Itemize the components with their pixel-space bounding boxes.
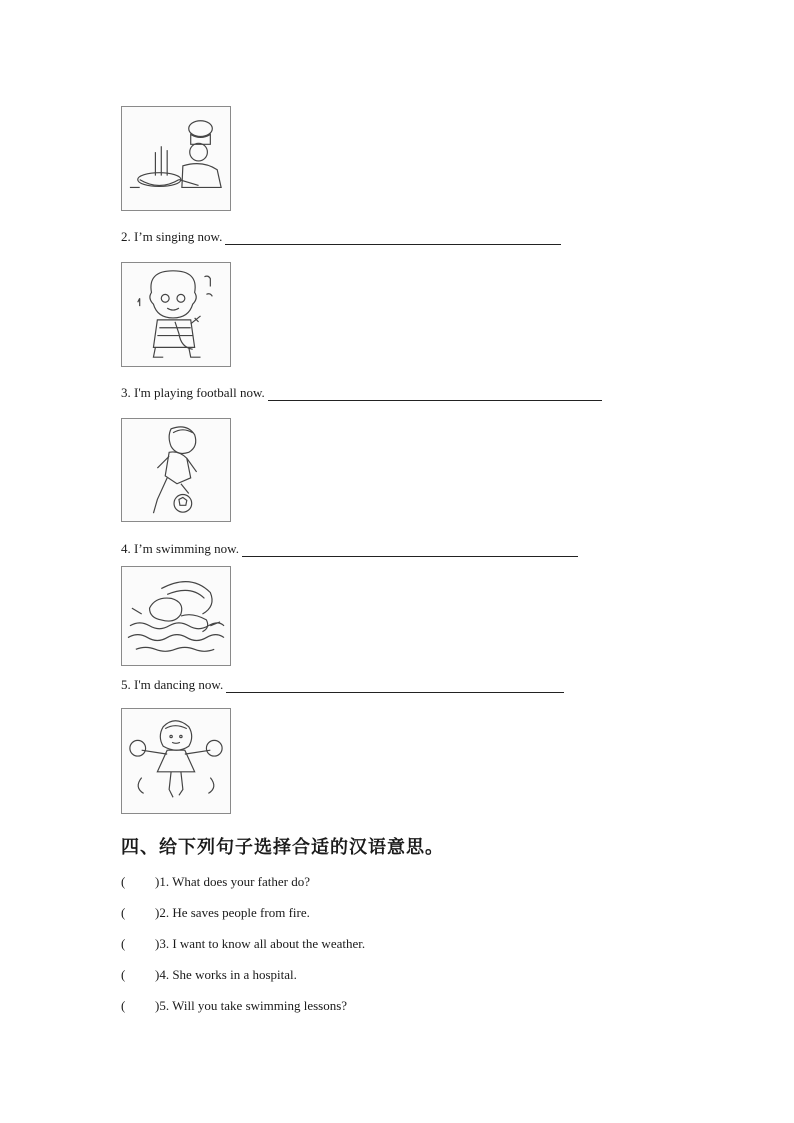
sentence-4 <box>121 541 578 557</box>
section-4-title: 四、给下列句子选择合适的汉语意思。 <box>121 837 444 858</box>
sentence-2 <box>121 229 561 245</box>
sentence-4-text: 4. I’m swimming now. <box>121 541 239 556</box>
sentence-2-text: 2. I’m singing now. <box>121 229 223 244</box>
answer-paren-4[interactable]: ( <box>121 967 126 982</box>
boy-singing-picture <box>121 262 231 367</box>
boy-swimming-picture <box>121 566 231 666</box>
question-1 <box>121 874 310 890</box>
question-3 <box>121 936 365 952</box>
answer-paren-5[interactable]: ( <box>121 998 126 1013</box>
girl-dancing-picture <box>121 708 231 814</box>
sentence-5 <box>121 677 564 693</box>
question-5 <box>121 998 347 1014</box>
answer-blank-5[interactable] <box>226 680 564 693</box>
answer-paren-2[interactable]: ( <box>121 905 126 920</box>
answer-blank-2[interactable] <box>225 232 561 245</box>
question-5-text: )5. Will you take swimming lessons? <box>155 998 348 1013</box>
question-3-text: )3. I want to know all about the weather. <box>155 936 366 951</box>
answer-paren-1[interactable]: ( <box>121 874 126 889</box>
question-2 <box>121 905 310 921</box>
sentence-3-text: 3. I'm playing football now. <box>121 385 265 400</box>
boy-football-picture <box>121 418 231 522</box>
sentence-5-text: 5. I'm dancing now. <box>121 677 224 692</box>
answer-blank-4[interactable] <box>242 544 578 557</box>
chef-cooking-picture <box>121 106 231 211</box>
answer-paren-3[interactable]: ( <box>121 936 126 951</box>
question-4 <box>121 967 297 983</box>
answer-blank-3[interactable] <box>268 388 602 401</box>
question-2-text: )2. He saves people from fire. <box>155 905 310 920</box>
question-4-text: )4. She works in a hospital. <box>155 967 297 982</box>
sentence-3 <box>121 385 602 401</box>
question-1-text: )1. What does your father do? <box>155 874 310 889</box>
